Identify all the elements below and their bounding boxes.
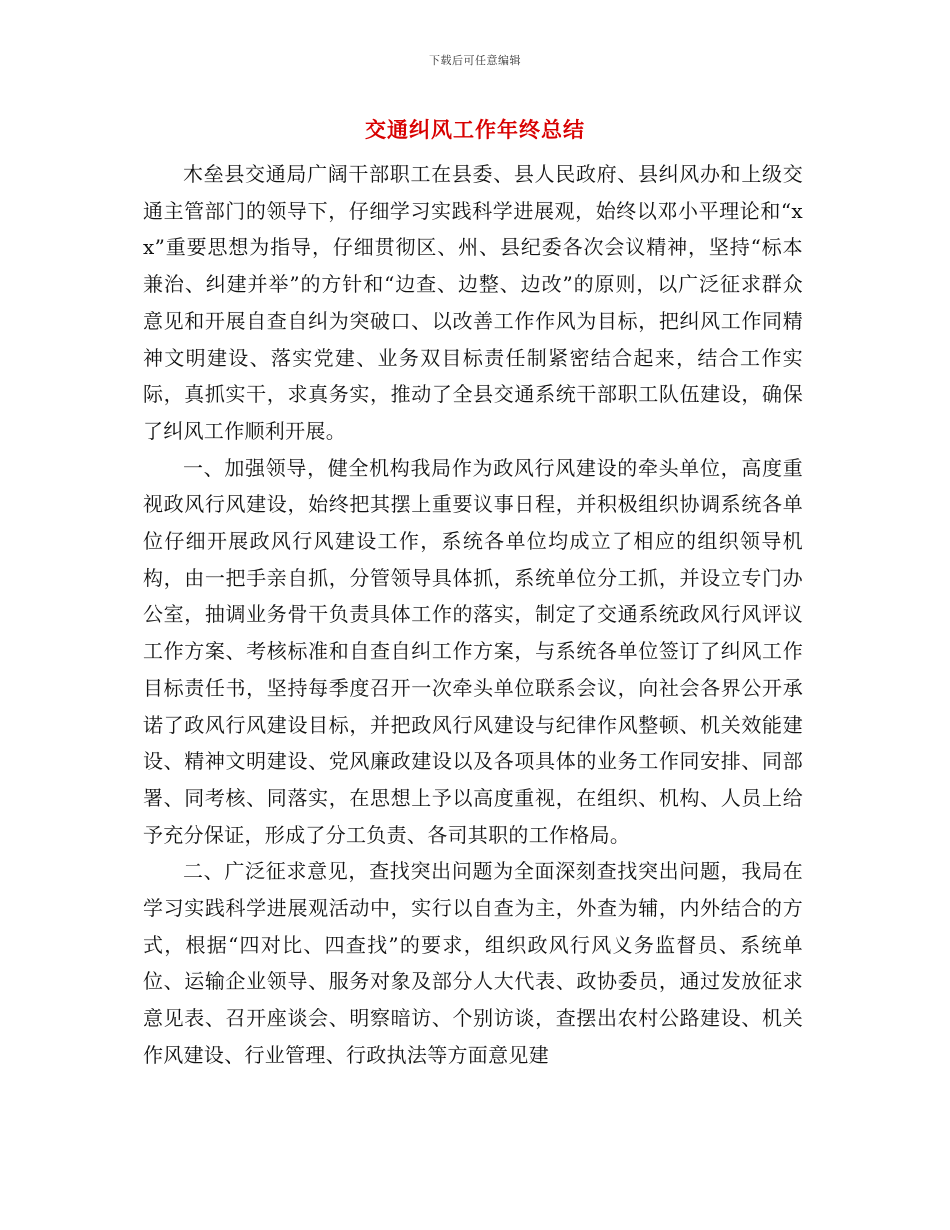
paragraph-section-2: 二、广泛征求意见，查找突出问题为全面深刻查找突出问题，我局在学习实践科学进展观活动中，实行以自查为主，外查为辅，内外结合的方式，根据“四对比、四查找”的要求，组织政风行风义务监督员、系统单位、运输企业领导、服务对象及部分人大代表、政协委员，通过发放征求意见表、召开座谈会、明察暗访、个别访谈，查摆出农村公路建设、机关作风建设、行业管理、行政执法等方面意见建 <box>143 859 803 1067</box>
document-title: 交通纠风工作年终总结 <box>365 117 585 142</box>
page-header-note: 下载后可任意编辑 <box>429 54 521 67</box>
document-body <box>143 156 803 1074</box>
paragraph-section-1: 一、加强领导，健全机构我局作为政风行风建设的牵头单位，高度重视政风行风建设，始终把其摆上重要议事日程，并积极组织协调系统各单位仔细开展政风行风建设工作，系统各单位均成立了相应的组织领导机构，由一把手亲自抓，分管领导具体抓，系统单位分工抓，并设立专门办公室，抽调业务骨干负责具体工作的落实，制定了交通系统政风行风评议工作方案、考核标准和自查自纠工作方案，与系统各单位签订了纠风工作目标责任书，坚持每季度召开一次牵头单位联系会议，向社会各界公开承诺了政风行风建设目标，并把政风行风建设与纪律作风整顿、机关效能建设、精神文明建设、党风廉政建设以及各项具体的业务工作同安排、同部署、同考核、同落实，在思想上予以高度重视，在组织、机构、人员上给予充分保证，形成了分工负责、各司其职的工作格局。 <box>143 455 803 847</box>
paragraph-intro: 木垒县交通局广阔干部职工在县委、县人民政府、县纠风办和上级交通主管部门的领导下，仔细学习实践科学进展观，始终以邓小平理论和“xx”重要思想为指导，仔细贯彻区、州、县纪委各次会议精神，坚持“标本兼治、纠建并举”的方针和“边查、边整、边改”的原则，以广泛征求群众意见和开展自查自纠为突破口、以改善工作作风为目标，把纠风工作同精神文明建设、落实党建、业务双目标责任制紧密结合起来，结合工作实际，真抓实干，求真务实，推动了全县交通系统干部职工队伍建设，确保了纠风工作顺利开展。 <box>143 162 803 443</box>
